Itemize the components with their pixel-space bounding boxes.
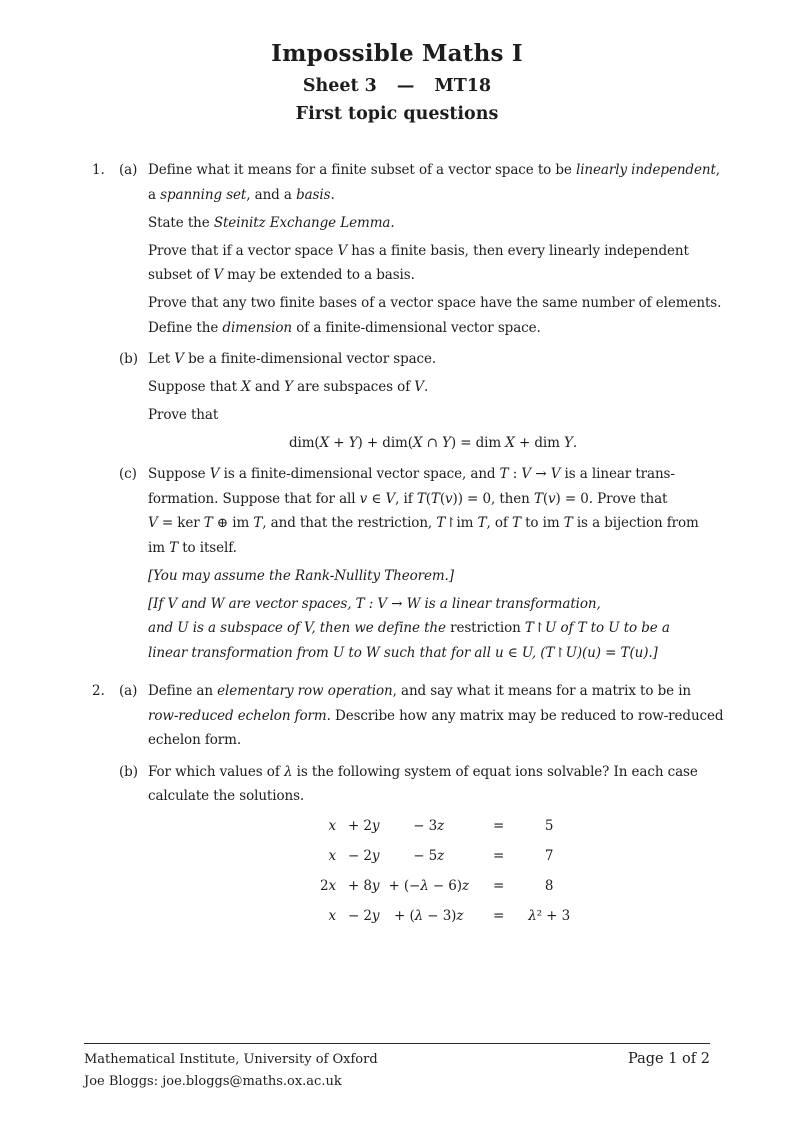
- part-label: (a): [119, 162, 138, 178]
- institute-line: Mathematical Institute, University of Oxford: [84, 1052, 378, 1067]
- text-line: Define an elementary row operation, and say what it means for a matrix to be in: [148, 683, 692, 699]
- paragraph: [148, 347, 718, 372]
- equation-cell: =: [492, 907, 505, 924]
- equation-cell: 2x: [320, 877, 337, 894]
- text-line: Define what it means for a finite subset of a vector space to be linearly independent,: [148, 162, 720, 178]
- paragraph: [148, 375, 718, 400]
- text-line: Suppose that X and Y are subspaces of V.: [148, 379, 429, 395]
- equation-cell: λ² + 3: [528, 907, 571, 924]
- question-number: 2.: [92, 683, 105, 699]
- linear-system-equations: [320, 814, 570, 929]
- part-label: (c): [119, 466, 137, 482]
- text-line: row-reduced echelon form. Describe how any matrix may be reduced to row-reduced: [148, 707, 724, 724]
- questions-area: [92, 158, 724, 928]
- equation-cell: + 2y: [348, 817, 380, 834]
- text-line: Prove that any two finite bases of a vector space have the same number of elements.: [148, 295, 722, 311]
- text-line: a spanning set, and a basis.: [148, 186, 335, 203]
- page-footer: [84, 1043, 710, 1093]
- page-number: Page 1 of 2: [628, 1051, 710, 1067]
- part-label: (b): [119, 351, 138, 367]
- paragraph: [148, 211, 718, 236]
- equation-cell: − 3z: [413, 817, 445, 834]
- text-line: [You may assume the Rank-Nullity Theorem.]: [148, 567, 454, 584]
- paragraph: [148, 462, 718, 560]
- hint-note: [148, 564, 718, 589]
- equation-cell: x: [328, 847, 337, 864]
- equation-cell: 7: [544, 847, 554, 864]
- text-line: linear transformation from U to W such that for all u ∈ U, (T↾U)(u) = T(u).]: [148, 644, 658, 661]
- dimension-formula-equation: dim(X + Y) + dim(X ∩ Y) = dim X + dim Y.: [288, 434, 578, 451]
- text-line: calculate the solutions.: [148, 788, 305, 804]
- question-2: [92, 679, 724, 928]
- paragraph: [148, 403, 718, 428]
- equation-cell: =: [492, 847, 505, 864]
- equation-cell: 5: [544, 817, 554, 834]
- sheet-label: Sheet 3: [302, 76, 377, 96]
- equation-cell: − 5z: [413, 847, 445, 864]
- equation-cell: − 2y: [348, 847, 380, 864]
- text-line: State the Steinitz Exchange Lemma.: [148, 214, 395, 231]
- equation-cell: x: [328, 907, 337, 924]
- equation-cell: =: [492, 877, 505, 894]
- question-1: [92, 158, 722, 665]
- text-line: subset of V may be extended to a basis.: [148, 267, 415, 283]
- question-2-part-b: [119, 760, 718, 929]
- text-line: formation. Suppose that for all v ∈ V, if T(T(v)) = 0, then T(v) = 0. Prove that: [148, 490, 668, 507]
- paragraph: [148, 158, 718, 207]
- equation-cell: + (−λ − 6)z: [388, 877, 469, 894]
- equation-cell: − 2y: [348, 907, 380, 924]
- contact-line: Joe Bloggs: joe.bloggs@maths.ox.ac.uk: [84, 1074, 342, 1089]
- question-1-part-a: [119, 158, 722, 340]
- equation-cell: x: [328, 817, 337, 834]
- definition-note: [148, 592, 718, 666]
- part-label: (a): [119, 683, 138, 699]
- text-line: echelon form.: [148, 732, 242, 748]
- topic-title: First topic questions: [295, 104, 499, 124]
- question-1-part-b: [119, 347, 718, 455]
- text-line: im T to itself.: [148, 539, 237, 556]
- text-line: [If V and W are vector spaces, T : V → W is a linear transformation,: [148, 595, 601, 612]
- text-line: For which values of λ is the following system of equat ions solvable? In each case: [148, 763, 698, 780]
- footer-left: [84, 1049, 378, 1093]
- equation-cell: =: [492, 817, 505, 834]
- equation-cell: 8: [544, 877, 554, 894]
- text-line: Prove that if a vector space V has a finite basis, then every linearly independent: [148, 242, 689, 259]
- equation-cell: + (λ − 3)z: [394, 907, 464, 924]
- equation-cell: + 8y: [348, 877, 380, 894]
- text-line: Define the dimension of a finite-dimensional vector space.: [148, 319, 541, 336]
- paragraph: [148, 679, 724, 753]
- paragraph: [148, 239, 718, 288]
- sheet-line: [0, 75, 794, 98]
- text-line: Let V be a finite-dimensional vector space.: [148, 351, 437, 367]
- text-line: V = ker T ⊕ im T, and that the restriction, T↾im T, of T to im T is a bijection from: [148, 515, 699, 531]
- text-line: and U is a subspace of V, then we define the restriction T↾U of T to U to be a: [148, 620, 670, 636]
- document-header: [0, 0, 794, 126]
- dash-separator: —: [396, 76, 415, 96]
- text-line: Suppose V is a finite-dimensional vector space, and T : V → V is a linear trans-: [148, 466, 675, 482]
- document-title: Impossible Maths I: [271, 40, 523, 67]
- paragraph: [148, 760, 718, 809]
- term-label: MT18: [434, 76, 492, 96]
- question-1-part-c: [119, 462, 718, 665]
- question-2-part-a: [119, 679, 724, 753]
- part-label: (b): [119, 763, 138, 780]
- text-line: Prove that: [148, 407, 219, 423]
- question-number: 1.: [92, 162, 105, 178]
- paragraph: [148, 291, 722, 340]
